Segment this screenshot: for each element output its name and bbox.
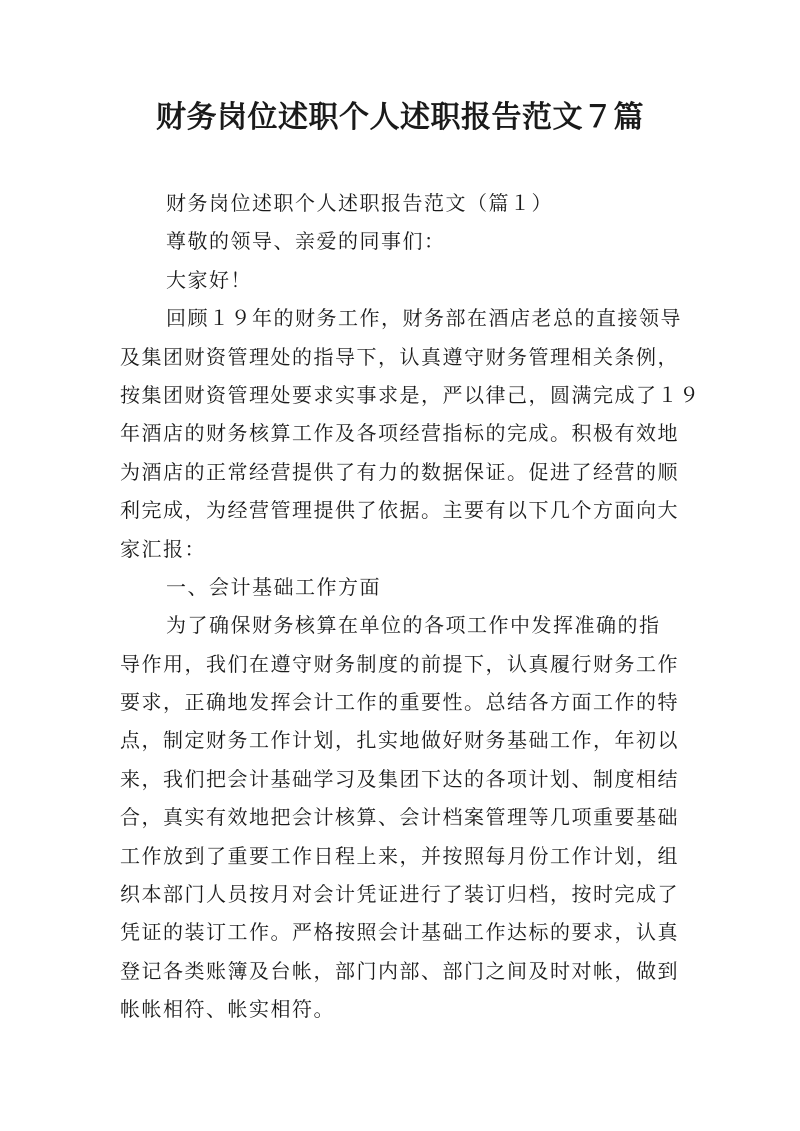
- body-line: 回顾１９年的财务工作，财务部在酒店老总的直接领导: [166, 306, 682, 331]
- body-line: 凭证的装订工作。严格按照会计基础工作达标的要求，认真: [120, 920, 679, 945]
- document-body: [120, 184, 701, 1029]
- body-line: 按集团财资管理处要求实事求是，严以律己，圆满完成了１９: [120, 382, 701, 407]
- body-line: 家汇报：: [120, 536, 206, 561]
- body-line: 帐帐相符、帐实相符。: [120, 997, 335, 1022]
- body-line: 来，我们把会计基础学习及集团下达的各项计划、制度相结: [120, 766, 679, 791]
- body-line: 工作放到了重要工作日程上来，并按照每月份工作计划，组: [120, 843, 679, 868]
- body-line: 年酒店的财务核算工作及各项经营指标的完成。积极有效地: [120, 421, 679, 446]
- body-line: 导作用，我们在遵守财务制度的前提下，认真履行财务工作: [120, 651, 679, 676]
- body-line: 尊敬的领导、亲爱的同事们：: [166, 229, 446, 254]
- body-line: 一、会计基础工作方面: [166, 574, 381, 599]
- body-line: 利完成，为经营管理提供了依据。主要有以下几个方面向大: [120, 498, 679, 523]
- document-title: 财务岗位述职个人述职报告范文７篇: [156, 100, 644, 135]
- body-line: 及集团财资管理处的指导下，认真遵守财务管理相关条例，: [120, 344, 679, 369]
- body-line: 要求，正确地发挥会计工作的重要性。总结各方面工作的特: [120, 690, 679, 715]
- body-line: 财务岗位述职个人述职报告范文（篇１）: [166, 191, 553, 215]
- body-line: 点，制定财务工作计划，扎实地做好财务基础工作，年初以: [120, 728, 679, 753]
- body-line: 合，真实有效地把会计核算、会计档案管理等几项重要基础: [120, 805, 679, 830]
- body-line: 大家好！: [166, 267, 252, 292]
- body-line: 为酒店的正常经营提供了有力的数据保证。促进了经营的顺: [120, 459, 679, 484]
- body-line: 为了确保财务核算在单位的各项工作中发挥准确的指: [166, 613, 661, 638]
- body-line: 织本部门人员按月对会计凭证进行了装订归档，按时完成了: [120, 882, 679, 907]
- body-line: 登记各类账簿及台帐，部门内部、部门之间及时对帐，做到: [120, 958, 679, 983]
